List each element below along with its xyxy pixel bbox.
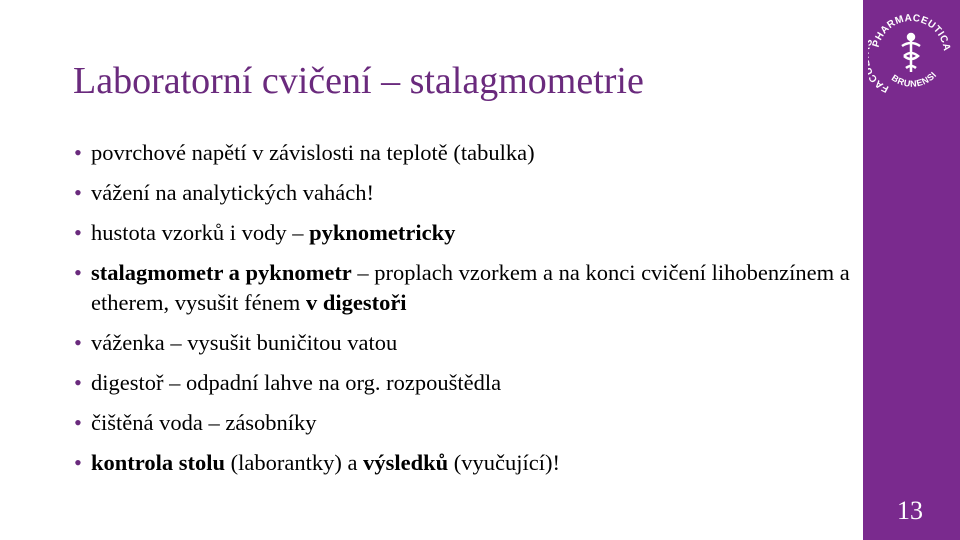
bullet-list — [73, 138, 853, 488]
bullet-item — [73, 368, 853, 398]
bullet-text: digestoř – odpadní lahve na org. rozpouštědla — [91, 370, 502, 395]
bullet-text: (vyučující)! — [448, 450, 560, 475]
bullet-item — [73, 408, 853, 438]
bullet-text: povrchové napětí v závislosti na teplotě (tabulka) — [91, 140, 535, 165]
bullet-text: – proplach vzorkem a na konci cvičení lihobenzínem a etherem, vysušit fénem — [91, 260, 850, 315]
bullet-text: vážení na analytických vahách! — [91, 180, 374, 205]
logo-top-text: PHARMACEUTICA — [870, 12, 952, 53]
page-number: 13 — [897, 496, 923, 525]
bullet-bold-text: kontrola stolu — [91, 450, 225, 475]
bullet-item — [73, 218, 853, 248]
logo-left-text: FAC — [868, 71, 891, 95]
bullet-text: (laborantky) a — [225, 450, 364, 475]
bullet-bold-text: v digestoři — [305, 290, 407, 315]
bullet-text: hustota vzorků i vody – — [91, 220, 310, 245]
bullet-item — [73, 258, 853, 318]
logo-emblem — [902, 34, 920, 72]
bullet-item — [73, 328, 853, 358]
bullet-text: čištěná voda – zásobníky — [91, 410, 317, 435]
bullet-item — [73, 178, 853, 208]
faculty-seal-icon — [868, 10, 954, 96]
slide-title: Laboratorní cvičení – stalagmometrie — [73, 60, 644, 102]
bullet-bold-text: pyknometricky — [309, 220, 456, 245]
bullet-text: váženka – vysušit buničitou vatou — [91, 330, 398, 355]
bullet-item — [73, 448, 853, 478]
bullet-item — [73, 138, 853, 168]
faculty-logo — [868, 10, 954, 96]
bullet-bold-text: výsledků — [363, 450, 449, 475]
bullet-bold-text: stalagmometr a pyknometr — [91, 260, 352, 285]
logo-bottom-text: BRUNENSI — [889, 69, 939, 89]
